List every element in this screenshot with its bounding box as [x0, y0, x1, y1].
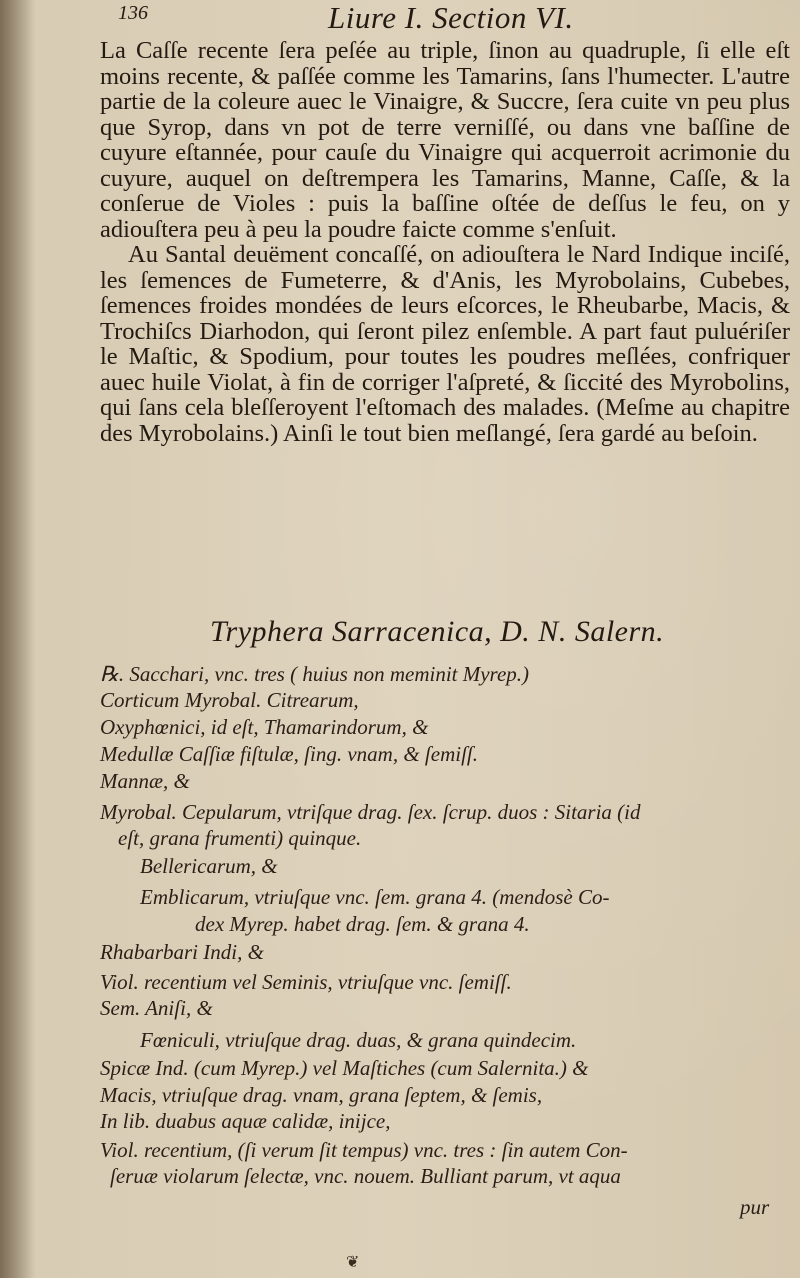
running-head: Liure I. Section VI. [328, 0, 574, 35]
body-text [100, 38, 790, 446]
recipe-line: Viol. recentium, (ſi verum ſit tempus) vnc. tres : ſin autem Con- [100, 1138, 628, 1162]
signature-mark: ❦ [346, 1252, 360, 1271]
recipe-line: Sem. Aniſi, & [100, 996, 213, 1020]
recipe-line: Myrobal. Cepularum, vtriſque drag. ſex. ſcrup. duos : Sitaria (id [100, 800, 641, 824]
recipe-line: ℞. Sacchari, vnc. tres ( huius non meminit Myrep.) [100, 662, 530, 686]
recipe-line: ſeruæ violarum ſelectæ, vnc. nouem. Bulliant parum, vt aqua [110, 1164, 621, 1188]
recipe-line: Corticum Myrobal. Citrearum, [100, 688, 359, 712]
recipe-line: Viol. recentium vel Seminis, vtriuſque vnc. ſemiſſ. [100, 970, 512, 994]
recipe-line: Spicæ Ind. (cum Myrep.) vel Maſtiches (cum Salernita.) & [100, 1056, 589, 1080]
recipe-line: Macis, vtriuſque drag. vnam, grana ſeptem, & ſemis, [100, 1083, 543, 1107]
recipe-line: Oxyphœnici, id eſt, Thamarindorum, & [100, 715, 429, 739]
section-title: Tryphera Sarracenica, D. N. Salern. [210, 615, 665, 648]
recipe-line: Medullæ Caſſiæ fiſtulæ, ſing. vnam, & ſemiſſ. [100, 742, 478, 766]
recipe-line: Bellericarum, & [140, 854, 278, 878]
page-number: 136 [118, 2, 148, 24]
recipe-line: Emblicarum, vtriuſque vnc. ſem. grana 4. (mendosè Co- [140, 885, 610, 909]
paragraph: La Caſſe recente ſera peſée au triple, ſinon au quadruple, ſi elle eſt moins recente, & paſſée comme les Tamarins, ſans l'humecter. L'autre partie de la coleure auec le Vinaigre, & Succre, ſera cuite vn peu plus que Syrop, dans vn pot de terre verniſſé, ou dans vne baſſine de cuyure eſtannée, pour cauſe du Vinaigre qui acquerroit acrimonie du cuyure, auquel on deſtrempera les Tamarins, Manne, Caſſe, & la conſerue de Violes : puis la baſſine oſtée de deſſus le feu, on y adiouſtera peu à peu la poudre faicte comme s'enſuit. [100, 37, 790, 243]
recipe-catchword: pur [740, 1195, 770, 1219]
paragraph: Au Santal deuëment concaſſé, on adiouſtera le Nard Indique inciſé, les ſemences de Fumeterre, & d'Anis, les Myrobolains, Cubebes, ſemences froides mondées de leurs eſcorces, le Rheubarbe, Macis, & Trochiſcs Diarhodon, qui ſeront pilez enſemble. A part faut puluériſer le Maſtic, & Spodium, pour toutes les poudres meſlées, confriquer auec huile Violat, à fin de corriger l'aſpreté, & ſiccité des Myrobolins, qui ſans cela bleſſeroyent l'eſtomach des malades. (Meſme au chapitre des Myrobolains.) Ainſi le tout bien meſlangé, ſera gardé au beſoin. [100, 241, 790, 447]
recipe-line: eſt, grana frumenti) quinque. [118, 826, 362, 850]
recipe-line: In lib. duabus aquæ calidæ, inijce, [100, 1109, 391, 1133]
recipe-line: dex Myrep. habet drag. ſem. & grana 4. [195, 912, 530, 936]
recipe-line: Rhabarbari Indi, & [100, 940, 264, 964]
page-gutter-shadow [0, 0, 36, 1278]
page-header [118, 0, 790, 36]
recipe-line: Fœniculi, vtriuſque drag. duas, & grana quindecim. [140, 1028, 577, 1052]
recipe-line: Mannæ, & [100, 769, 190, 793]
